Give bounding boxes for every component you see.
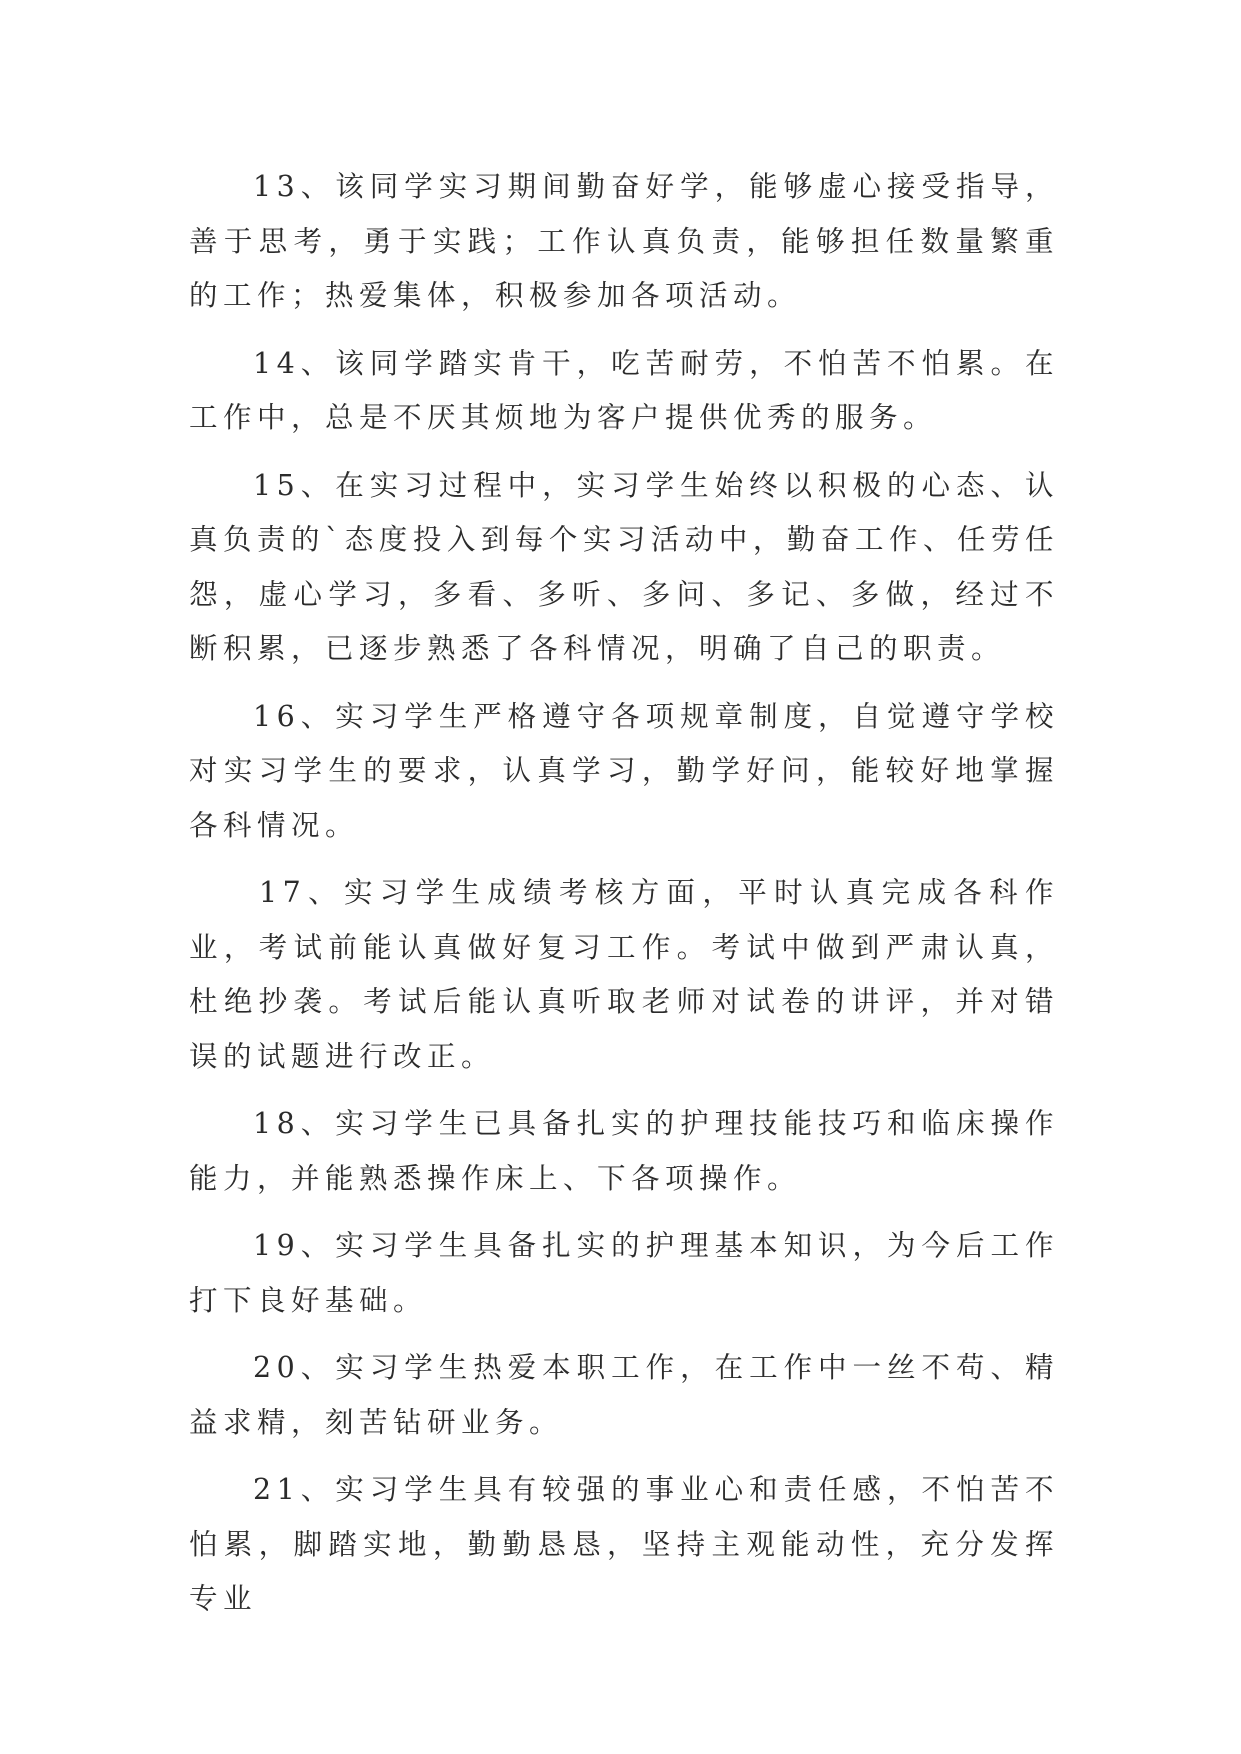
document-body <box>189 160 1059 1640</box>
paragraph-19: 19、实习学生具备扎实的护理基本知识，为今后工作打下良好基础。 <box>189 1229 1059 1317</box>
paragraph-17: 17、实习学生成绩考核方面，平时认真完成各科作业，考试前能认真做好复习工作。考试中做到严肃认真，杜绝抄袭。考试后能认真听取老师对试卷的讲评，并对错误的试题进行改正。 <box>189 876 1059 1073</box>
paragraph-21: 21、实习学生具有较强的事业心和责任感，不怕苦不怕累，脚踏实地，勤勤恳恳，坚持主观能动性，充分发挥专业 <box>189 1473 1059 1615</box>
paragraph-18: 18、实习学生已具备扎实的护理技能技巧和临床操作能力，并能熟悉操作床上、下各项操作。 <box>189 1107 1059 1195</box>
paragraph-16: 16、实习学生严格遵守各项规章制度，自觉遵守学校对实习学生的要求，认真学习，勤学好问，能较好地掌握各科情况。 <box>189 699 1059 842</box>
paragraph-20: 20、实习学生热爱本职工作，在工作中一丝不苟、精益求精，刻苦钻研业务。 <box>189 1351 1059 1439</box>
paragraph-15: 15、在实习过程中，实习学生始终以积极的心态、认真负责的`态度投入到每个实习活动中，勤奋工作、任劳任怨，虚心学习，多看、多听、多问、多记、多做，经过不断积累，已逐步熟悉了各科情况，明确了自己的职责。 <box>189 468 1059 665</box>
paragraph-13: 13、该同学实习期间勤奋好学，能够虚心接受指导，善于思考，勇于实践；工作认真负责，能够担任数量繁重的工作；热爱集体，积极参加各项活动。 <box>189 170 1059 312</box>
paragraph-14: 14、该同学踏实肯干，吃苦耐劳，不怕苦不怕累。在工作中，总是不厌其烦地为客户提供优秀的服务。 <box>189 346 1059 434</box>
